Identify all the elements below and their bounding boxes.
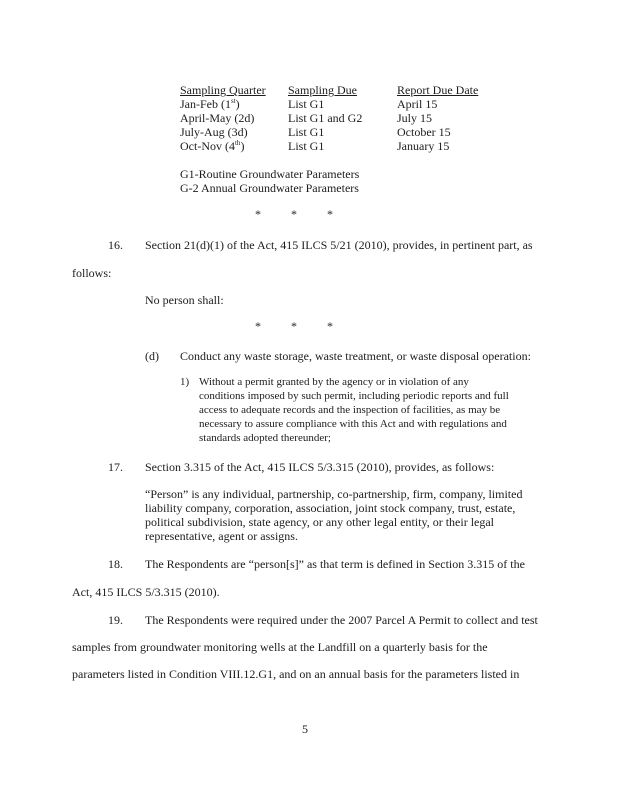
- row-4-due: List G1: [288, 139, 325, 153]
- row-4-report: January 15: [397, 139, 450, 153]
- subclause-line: conditions imposed by such permit, including periodic reports and full: [199, 390, 509, 402]
- subclause-line: access to adequate records and the inspection of facilities, as may be: [199, 404, 501, 416]
- paragraph-text: parameters listed in Condition VIII.12.G1, and on an annual basis for the parameters listed in: [72, 667, 520, 681]
- row-1-report: April 15: [397, 97, 438, 111]
- paragraph-number: 18.: [108, 557, 123, 571]
- definition-line: political subdivision, state agency, or any other legal entity, or their legal: [145, 515, 495, 529]
- clause-text: Conduct any waste storage, waste treatment, or waste disposal operation:: [180, 349, 531, 363]
- row-1-due: List G1: [288, 97, 325, 111]
- definition-line: liability company, corporation, association, joint stock company, trust, estate,: [145, 501, 516, 515]
- row-1-quarter: Jan-Feb (1st): [180, 97, 240, 111]
- paragraph-number: 16.: [108, 238, 123, 252]
- row-2-report: July 15: [397, 111, 433, 125]
- row-3-due: List G1: [288, 125, 325, 139]
- asterisk: *: [255, 319, 261, 333]
- row-2-due: List G1 and G2: [288, 111, 363, 125]
- definition-line: representative, agent or assigns.: [145, 529, 298, 543]
- clause-label: (d): [145, 349, 159, 363]
- statute-intro: No person shall:: [145, 293, 224, 307]
- row-3-report: October 15: [397, 125, 451, 139]
- row-2-quarter: April-May (2d): [180, 111, 255, 125]
- paragraph-text: follows:: [72, 266, 112, 280]
- asterisk: *: [327, 207, 333, 221]
- note-g2: G-2 Annual Groundwater Parameters: [180, 181, 359, 195]
- paragraph-text: The Respondents were required under the 2007 Parcel A Permit to collect and test: [145, 613, 538, 627]
- row-4-quarter: Oct-Nov (4th): [180, 139, 245, 153]
- paragraph-text: Act, 415 ILCS 5/3.315 (2010).: [72, 585, 220, 599]
- header-sampling-quarter: Sampling Quarter: [180, 83, 266, 97]
- paragraph-text: Section 21(d)(1) of the Act, 415 ILCS 5/21 (2010), provides, in pertinent part, as: [145, 238, 533, 252]
- note-g1: G1-Routine Groundwater Parameters: [180, 167, 360, 181]
- paragraph-number: 19.: [108, 613, 123, 627]
- page-number: 5: [302, 722, 308, 736]
- subclause-line: necessary to assure compliance with this Act and with regulations and: [199, 418, 507, 430]
- paragraph-text: The Respondents are “person[s]” as that term is defined in Section 3.315 of the: [145, 557, 525, 571]
- subclause-line: standards adopted thereunder;: [199, 432, 331, 444]
- header-report-due-date: Report Due Date: [397, 83, 479, 97]
- subclause-line: Without a permit granted by the agency or in violation of any: [199, 376, 469, 388]
- asterisk: *: [327, 319, 333, 333]
- asterisk: *: [291, 207, 297, 221]
- paragraph-number: 17.: [108, 460, 123, 474]
- asterisk: *: [255, 207, 261, 221]
- header-sampling-due: Sampling Due: [288, 83, 357, 97]
- definition-line: “Person” is any individual, partnership, co-partnership, firm, company, limited: [145, 487, 523, 501]
- subclause-label: 1): [180, 376, 190, 388]
- row-3-quarter: July-Aug (3d): [180, 125, 248, 139]
- asterisk: *: [291, 319, 297, 333]
- paragraph-text: samples from groundwater monitoring wells at the Landfill on a quarterly basis for the: [72, 640, 488, 654]
- paragraph-text: Section 3.315 of the Act, 415 ILCS 5/3.315 (2010), provides, as follows:: [145, 460, 495, 474]
